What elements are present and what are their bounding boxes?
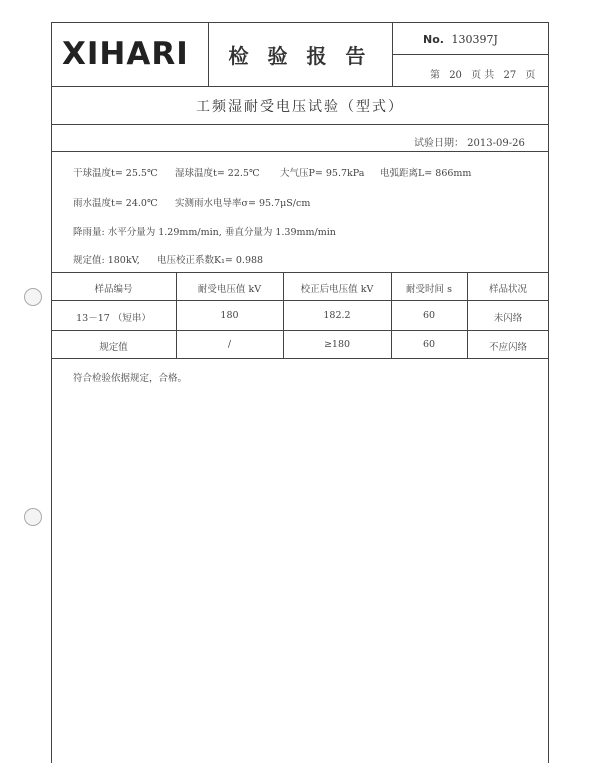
table-cell: 60	[422, 339, 436, 350]
table-cell: 13－17 （短串）	[76, 313, 151, 324]
specified-value: 规定值: 180kV,	[73, 255, 140, 266]
report-number-value: 130397J	[451, 33, 498, 46]
test-date: 试验日期： 2013-09-26	[414, 138, 525, 149]
table-cell: /	[227, 339, 232, 350]
rain-conductivity: 实测雨水电导率σ= 95.7μS/cm	[175, 198, 311, 209]
page-total: 27	[503, 70, 517, 81]
header-divider	[208, 22, 209, 86]
table-cell: 规定值	[99, 342, 128, 353]
page-label: 页	[525, 70, 536, 81]
table-header: 耐受电压值 kV	[197, 284, 262, 295]
page-current: 20	[449, 70, 462, 81]
header-divider	[392, 54, 549, 55]
table-cell: 60	[422, 310, 436, 321]
document-title: 工频湿耐受电压试验（型式）	[196, 99, 404, 115]
wet-bulb-temp: 湿球温度t= 22.5℃	[175, 168, 260, 179]
atmospheric-pressure: 大气压P= 95.7kPa	[280, 168, 365, 179]
table-top-line	[51, 272, 549, 273]
conclusion-text: 符合检验依据规定，合格。	[73, 373, 188, 384]
report-number	[423, 33, 498, 46]
page-label: 页 共	[471, 70, 495, 81]
table-header: 样品状况	[488, 284, 527, 295]
table-header: 校正后电压值 kV	[300, 284, 374, 295]
page-info	[430, 66, 541, 81]
report-title: 检 验 报 告	[228, 44, 372, 68]
date-bottom-line	[51, 151, 549, 152]
punch-hole-icon	[24, 288, 42, 306]
table-bottom-line	[51, 358, 549, 359]
punch-hole-icon	[24, 508, 42, 526]
title-bottom-line	[51, 124, 549, 125]
table-line	[51, 330, 549, 331]
precipitation: 降雨量: 水平分量为 1.29mm/min, 垂直分量为 1.39mm/min	[73, 227, 336, 238]
table-cell: 不应闪络	[488, 342, 527, 353]
table-cell: 未闪络	[493, 313, 523, 324]
rain-temp: 雨水温度t= 24.0℃	[73, 198, 158, 209]
report-number-label: No.	[423, 33, 444, 46]
table-cell: 182.2	[323, 310, 351, 321]
arc-distance: 电弧距离L= 866mm	[380, 168, 472, 179]
header-bottom-line	[51, 86, 549, 87]
page-label: 第	[430, 70, 440, 81]
table-line	[51, 300, 549, 301]
table-cell: ≥180	[323, 339, 351, 350]
table-cell: 180	[220, 310, 239, 321]
company-logo: XIHARI	[62, 36, 189, 72]
table-header: 耐受时间 s	[406, 284, 452, 295]
voltage-correction: 电压校正系数K₁= 0.988	[157, 255, 264, 266]
table-header: 样品编号	[94, 284, 133, 295]
dry-bulb-temp: 干球温度t= 25.5℃	[73, 168, 158, 179]
